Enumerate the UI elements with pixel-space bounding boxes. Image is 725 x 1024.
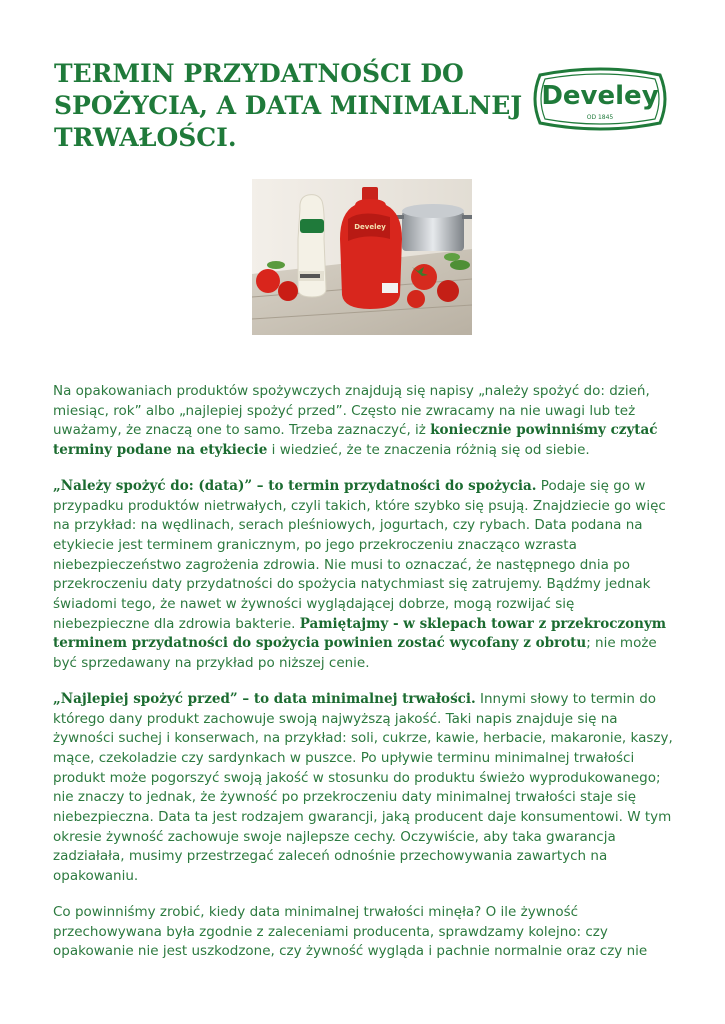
logo-wordmark: Develey <box>541 81 659 111</box>
paragraph-after-date <box>53 903 673 962</box>
logo-tagline: OD 1845 <box>586 114 614 121</box>
text-span: Co powinniśmy zrobić, kiedy data minimalnej trwałości minęła? O ile żywność przechowywana była zgodnie z zaleceniami producenta, sprawdzamy kolejno: czy opakowanie nie jest uszkodzone, czy żywność wygląda i pachnie normalnie oraz czy nie <box>53 903 648 960</box>
page-title <box>54 58 524 154</box>
bold-span: Pamiętajmy - w sklepach towar z przekroczonym terminem przydatności do spożycia powinien zostać wycofany z obrotu <box>53 615 667 652</box>
bold-span: koniecznie powinniśmy czytać terminy podane na etykiecie <box>53 422 658 459</box>
mayonnaise-bottle-icon <box>298 195 326 297</box>
text-span: i wiedzieć, że te znaczenia różnią się od siebie. <box>267 442 590 459</box>
text-span: Na opakowaniach produktów spożywczych znajdują się napisy „należy spożyć do: dzień, miesiąc, rok” albo „najlepiej spożyć przed”. Często nie zwracamy na nie uwagi lub też uważamy, że znaczą one to samo. Trzeba zaznaczyć, iż <box>53 383 650 439</box>
article-body <box>53 382 673 978</box>
text-span: Podaje się go w przypadku produktów nietrwałych, czyli takich, które szybko się psują. Znajdziecie go więc na przykład: na wędlinach, serach pleśniowych, jogurtach, czy rybach. Data podana na etykiecie jest terminem granicznym, po jego przekroczeniu znacząco wzrasta niebezpieczeństwo zagrożenia zdrowia. Nie musi to oznaczać, że następnego dnia po przekroczeniu daty przydatności do spożycia natychmiast się zatrujemy. Bądźmy jednak świadomi tego, że nawet w żywności wyglądającej dobrze, mogą rozwijać się niebezpieczne dla zdrowia bakterie. <box>53 477 666 632</box>
title-line-3: TRWAŁOŚCI. <box>54 123 237 152</box>
paragraph-use-by <box>53 477 673 674</box>
pot-icon <box>392 204 472 251</box>
bold-span: „Należy spożyć do: (data)” – to termin przydatności do spożycia. <box>53 477 537 494</box>
text-span: Innymi słowy to termin do którego dany produkt zachowuje swoją najwyższą jakość. Taki napis znajduje się na żywności suchej i konserwach, na przykład: soli, cukrze, kawie, herbacie, makaronie, kaszy, mące, czekoladzie czy sardynkach w puszce. Po upływie terminu minimalnej trwałości produkt może pogorszyć swoją jakość w stosunku do produktu świeżo wyprodukowanego; nie znaczy to jednak, że żywność po przekroczeniu daty minimalnej trwałości staje się niebezpieczna. Data ta jest rodzajem gwarancji, jaką producent daje konsumentowi. W tym okresie żywność zachowuje swoje najlepsze cechy. Oczywiście, aby taka gwarancja zadziałała, musimy przestrzegać zaleceń odnośnie przechowywania zawartych na opakowaniu. <box>53 690 673 885</box>
ketchup-label: Develey <box>354 223 386 231</box>
product-photo <box>252 179 472 335</box>
bold-span: „Najlepiej spożyć przed” – to data minimalnej trwałości. <box>53 690 476 707</box>
title-line-1: TERMIN PRZYDATNOŚCI DO <box>54 59 464 88</box>
paragraph-best-before <box>53 690 673 887</box>
paragraph-intro <box>53 382 673 461</box>
text-span: ; nie może być sprzedawany na przykład po niższej cenie. <box>53 635 657 672</box>
title-line-2: SPOŻYCIA, A DATA MINIMALNEJ <box>54 91 523 120</box>
develey-logo <box>532 67 668 131</box>
